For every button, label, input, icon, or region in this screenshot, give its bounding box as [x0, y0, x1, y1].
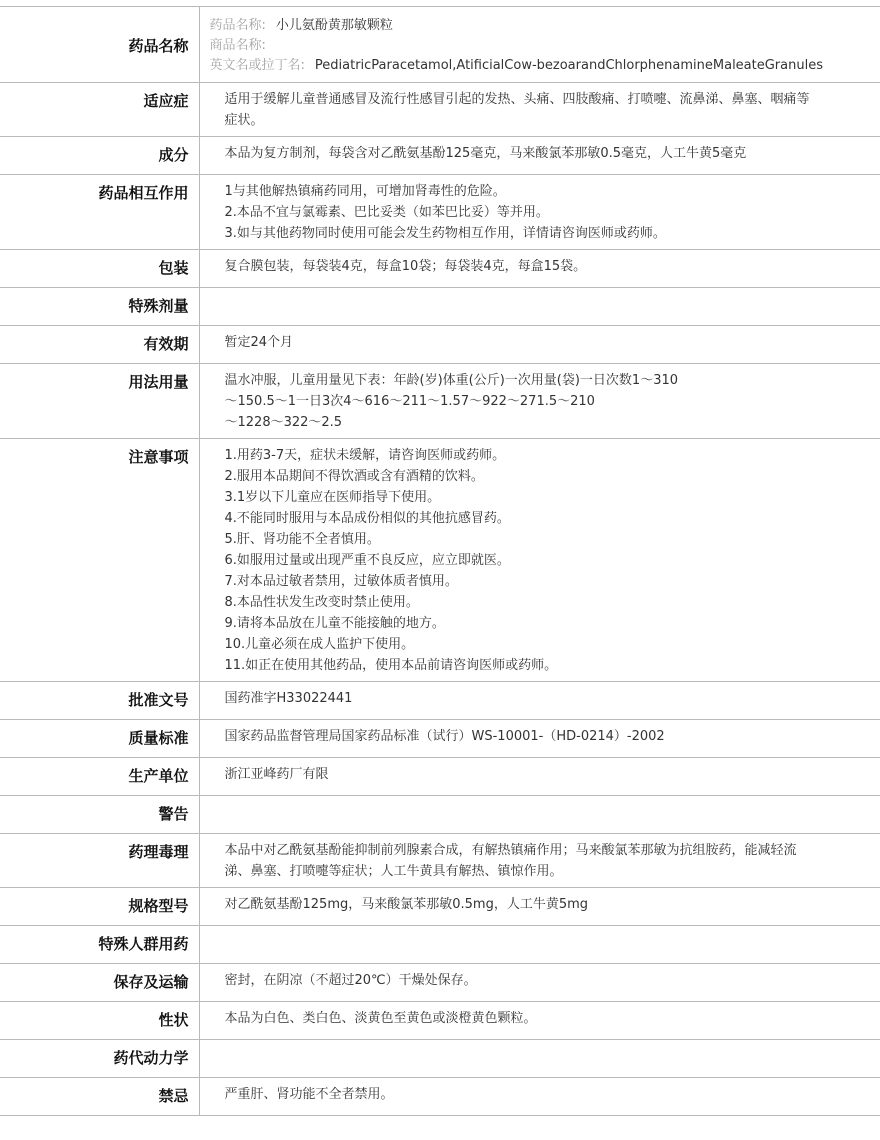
- trade-name-line: [210, 36, 877, 56]
- english-name-label: 英文名或拉丁名:: [209, 58, 305, 73]
- row-value: 本品为复方制剂，每袋含对乙酰氨基酚125毫克，马来酸氯苯那敏0.5毫克，人工牛黄5毫克: [224, 146, 747, 161]
- row-label: 特殊剂量: [0, 288, 199, 326]
- list-item: ～150.5～1一日3次4～616～211～1.57～922～271.5～210: [224, 394, 595, 409]
- row-label: 药品名称: [0, 7, 199, 83]
- row-value: [199, 175, 880, 250]
- row-ingredients: [0, 137, 880, 175]
- row-warning: [0, 796, 880, 834]
- english-name-line: [210, 56, 877, 76]
- english-name-value: PediatricParacetamol,AtificialCow-bezoarandChlorphenamineMaleateGranules: [314, 58, 823, 73]
- generic-name-label: 药品名称:: [209, 18, 266, 33]
- row-pharmacokinetics: [0, 1040, 880, 1078]
- row-label: 保存及运输: [0, 964, 199, 1002]
- row-quality-standard: [0, 720, 880, 758]
- row-approval-number: [0, 682, 880, 720]
- row-label: 批准文号: [0, 682, 199, 720]
- row-pharmacology: [0, 834, 880, 888]
- generic-name-value: 小儿氨酚黄那敏颗粒: [275, 18, 393, 33]
- list-item: 8.本品性状发生改变时禁止使用。: [224, 595, 419, 610]
- row-packaging: [0, 250, 880, 288]
- list-item: 4.不能同时服用与本品成份相似的其他抗感冒药。: [224, 511, 510, 526]
- list-item: 5.肝、肾功能不全者慎用。: [224, 532, 380, 547]
- row-shelf-life: [0, 326, 880, 364]
- row-storage: [0, 964, 880, 1002]
- list-item: 10.儿童必须在成人监护下使用。: [224, 637, 415, 652]
- row-label: 包装: [0, 250, 199, 288]
- row-value: 国家药品监督管理局国家药品标准（试行）WS-10001-（HD-0214）-2002: [224, 729, 665, 744]
- row-drug-interactions: [0, 175, 880, 250]
- row-value: [199, 439, 880, 682]
- row-description: [0, 1002, 880, 1040]
- row-label: 用法用量: [0, 364, 199, 439]
- list-item: 7.对本品过敏者禁用，过敏体质者慎用。: [224, 574, 458, 589]
- generic-name-line: [210, 16, 877, 36]
- row-label: 适应症: [0, 83, 199, 137]
- row-label: 药品相互作用: [0, 175, 199, 250]
- row-usage-dosage: [0, 364, 880, 439]
- row-manufacturer: [0, 758, 880, 796]
- list-item: 11.如正在使用其他药品，使用本品前请咨询医师或药师。: [224, 658, 558, 673]
- row-indications: [0, 83, 880, 137]
- row-value: 本品中对乙酰氨基酚能抑制前列腺素合成，有解热镇痛作用；马来酸氯苯那敏为抗组胺药，能减轻流涕、鼻塞、打喷嚏等症状；人工牛黄具有解热、镇惊作用。: [224, 843, 797, 879]
- drug-name-block: [199, 7, 880, 83]
- row-value: [199, 288, 880, 326]
- row-label: 禁忌: [0, 1078, 199, 1116]
- row-value: [199, 364, 880, 439]
- row-label: 质量标准: [0, 720, 199, 758]
- row-precautions: [0, 439, 880, 682]
- row-special-dosage: [0, 288, 880, 326]
- row-label: 特殊人群用药: [0, 926, 199, 964]
- row-value: 浙江亚峰药厂有限: [224, 767, 329, 782]
- row-label: 生产单位: [0, 758, 199, 796]
- row-label: 药理毒理: [0, 834, 199, 888]
- list-item: 3.1岁以下儿童应在医师指导下使用。: [224, 490, 441, 505]
- row-label: 成分: [0, 137, 199, 175]
- list-item: 1与其他解热镇痛药同用，可增加肾毒性的危险。: [224, 184, 506, 199]
- list-item: 6.如服用过量或出现严重不良反应，应立即就医。: [224, 553, 510, 568]
- list-item: ～1228～322～2.5: [224, 415, 343, 430]
- row-label: 规格型号: [0, 888, 199, 926]
- row-label: 性状: [0, 1002, 199, 1040]
- row-contraindications: [0, 1078, 880, 1116]
- row-label: 警告: [0, 796, 199, 834]
- list-item: 1.用药3-7天，症状未缓解，请咨询医师或药师。: [224, 448, 506, 463]
- row-value: 对乙酰氨基酚125mg，马来酸氯苯那敏0.5mg，人工牛黄5mg: [224, 897, 589, 912]
- list-item: 2.服用本品期间不得饮酒或含有酒精的饮料。: [224, 469, 484, 484]
- row-value: [199, 926, 880, 964]
- row-value: 复合膜包装，每袋装4克，每盒10袋；每袋装4克，每盒15袋。: [224, 259, 587, 274]
- list-item: 温水冲服，儿童用量见下表：年龄(岁)体重(公斤)一次用量(袋)一日次数1～310: [224, 373, 679, 388]
- list-item: 9.请将本品放在儿童不能接触的地方。: [224, 616, 445, 631]
- row-special-populations: [0, 926, 880, 964]
- row-specification: [0, 888, 880, 926]
- row-value: 适用于缓解儿童普通感冒及流行性感冒引起的发热、头痛、四肢酸痛、打喷嚏、流鼻涕、鼻塞、咽痛等症状。: [224, 92, 810, 128]
- row-value: [199, 1040, 880, 1078]
- list-item: 2.本品不宜与氯霉素、巴比妥类（如苯巴比妥）等并用。: [224, 205, 549, 220]
- drug-spec-table: [0, 6, 880, 1116]
- list-item: 3.如与其他药物同时使用可能会发生药物相互作用，详情请咨询医师或药师。: [224, 226, 666, 241]
- row-value: 本品为白色、类白色、淡黄色至黄色或淡橙黄色颗粒。: [224, 1011, 537, 1026]
- row-value: 暂定24个月: [224, 335, 294, 350]
- trade-name-label: 商品名称:: [209, 38, 266, 53]
- row-value: 国药准字H33022441: [224, 691, 353, 706]
- row-value: [199, 796, 880, 834]
- row-label: 注意事项: [0, 439, 199, 682]
- row-label: 有效期: [0, 326, 199, 364]
- row-drug-name: [0, 7, 880, 83]
- row-label: 药代动力学: [0, 1040, 199, 1078]
- row-value: 密封，在阴凉（不超过20℃）干燥处保存。: [224, 973, 477, 988]
- row-value: 严重肝、肾功能不全者禁用。: [224, 1087, 394, 1102]
